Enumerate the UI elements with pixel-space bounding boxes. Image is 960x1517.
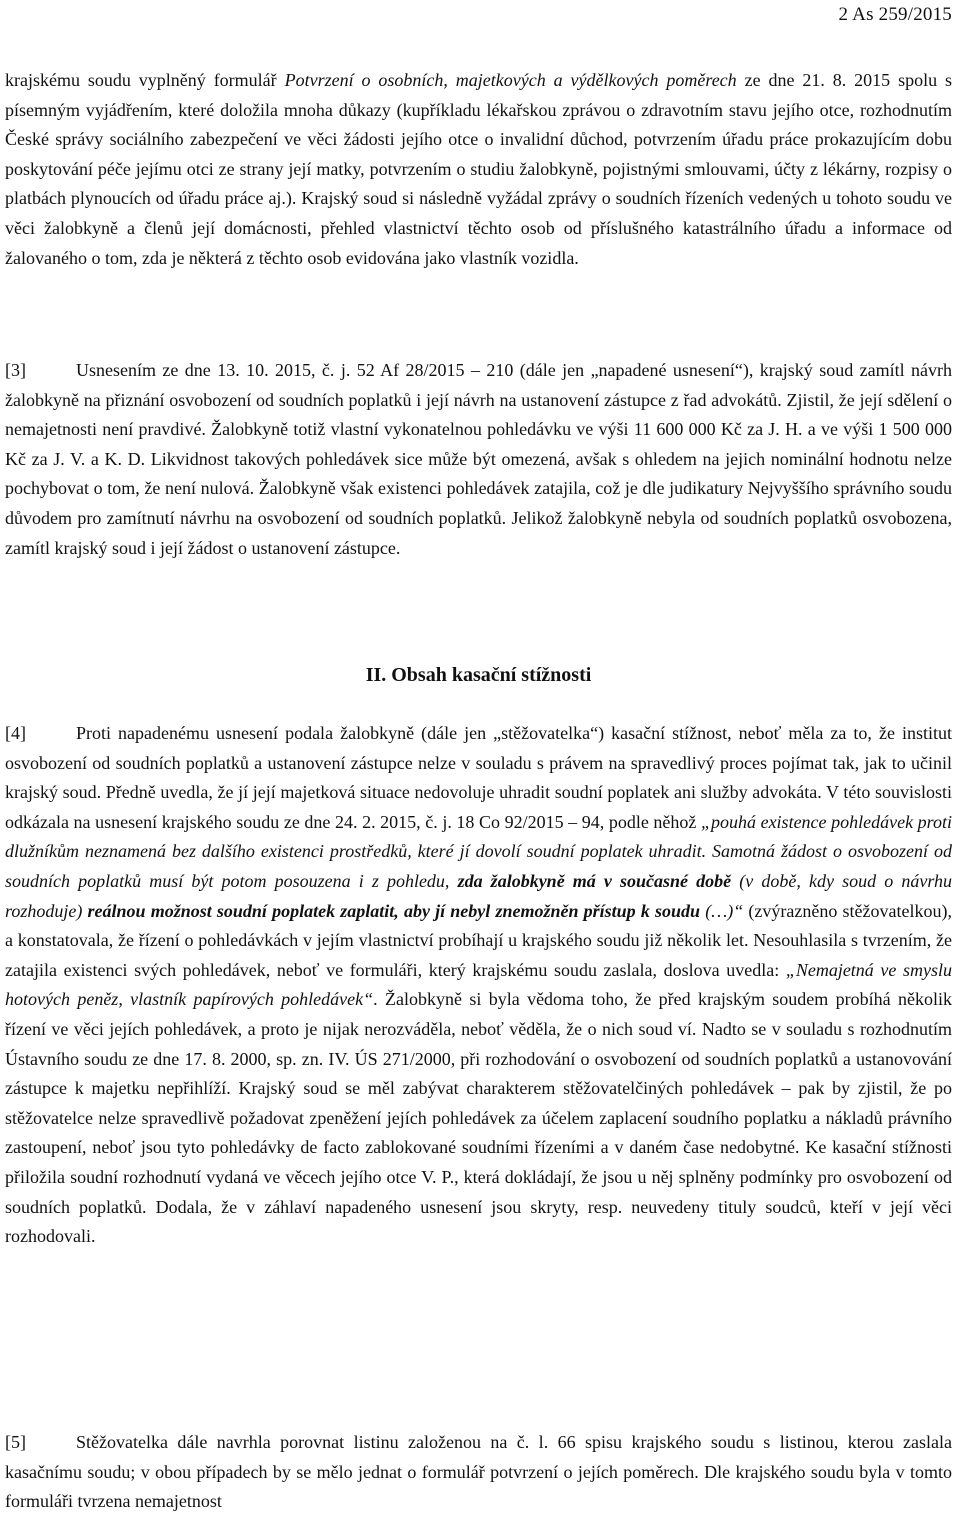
quote-italic: (…)“: [700, 900, 744, 921]
text-run: (zvýrazněno stěžovatelkou), a konstatovala, že řízení o pohledávkách v jejím vlastnictví probíhají u krajského soudu již několik let. Nesouhlasila s tvrzením, že zatajila existenci svých pohledávek, neboť ve formuláři, který krajskému soudu zaslala, doslova uvedla:: [5, 900, 953, 980]
text-run: krajskému soudu vyplněný formulář: [5, 70, 285, 90]
text-run: Proti napadenému usnesení podala žalobkyně (dále jen „stěžovatelka“) kasační stížnost, neboť měla za to, že institut osvobození od soudních poplatků a ustanovení zástupce nelze v souladu s právem na spravedlivý proces pojímat tak, jak to učinil krajský soud. Předně uvedla, že jí její majetková situace nedovoluje uhradit soudní poplatek ani služby advokáta. V této souvislosti odkázala na usnesení krajského soudu ze dne 24. 2. 2015, č. j. 18 Co 92/2015 – 94, podle něhož: [5, 723, 952, 832]
quote-italic: „pouhá existence pohledávek proti dlužníkům neznamená bez dalšího existenci prostředků, které jí dovolí soudní poplatek uhradit. Samotná žádost o osvobození od soudních poplatků musí být potom posouzena i z pohledu,: [5, 811, 953, 891]
paragraph-2-continued: [5, 66, 952, 273]
file-number-header: 2 As 259/2015: [838, 4, 952, 25]
text-run: . Žalobkyně si byla vědoma toho, že před krajským soudem probíhá několik řízení ve věci jejích pohledávek, a proto je nijak nerozváděla, neboť věděla, že o nich soud ví. Nadto se v souladu s rozhodnutím Ústavního soudu ze dne 17. 8. 2000, sp. zn. IV. ÚS 271/2000, při rozhodování o osvobození od soudních poplatků a ustanovování zástupce k majetku nepřihlíží. Krajský soud se měl zabývat charakterem stěžovatelčiných pohledávek – pak by zjistil, že po stěžovatelce nelze spravedlivě požadovat zpeněžení jejích pohledávek za účelem zaplacení soudního poplatku a nákladů právního zastoupení, neboť jsou tyto pohledávky de facto zablokované soudními řízeními a v daném čase nedobytné. Ke kasační stížnosti přiložila soudní rozhodnutí vydaná ve věcech jejího otce V. P., která dokládají, že jsou u něj splněny podmínky pro osvobození od soudních poplatků. Dodala, že v záhlaví napadeného usnesení jsou skryty, resp. neuvedeny tituly soudců, kteří v její věci rozhodovali.: [5, 989, 952, 1247]
quote-italic: „Nemajetná ve smyslu hotových peněz, vlastník papírových pohledávek“: [5, 959, 952, 1010]
text-run: ze dne 21. 8. 2015 spolu s písemným vyjádřením, které doložila mnoha důkazy (kupříkladu lékařskou zprávou o zdravotním stavu jejího otce, rozhodnutím České správy sociálního zabezpečení ve věci žádosti jejího otce o invalidní důchod, potvrzením úřadu práce prokazujícím dobu poskytování péče jejímu otci ze strany její matky, potvrzením o studiu žalobkyně, pojistnými smlouvami, účty z lékárny, rozpisy o platbách plynoucích od úřadu práce aj.). Krajský soud si následně vyžádal zprávy o soudních řízeních vedených u tohoto soudu ve věci žalobkyně a členů její domácnosti, přehled vlastnictví těchto osob od příslušného katastrálního úřadu a informace od žalovaného o tom, zda je některá z těchto osob evidována jako vlastník vozidla.: [5, 70, 952, 268]
section-heading: II. Obsah kasační stížnosti: [365, 664, 592, 686]
quote-bold-italic: zda žalobkyně má v současné době: [457, 870, 732, 891]
paragraph-4: [5, 719, 952, 1252]
quote-italic: (v době, kdy soud o návrhu rozhoduje): [5, 870, 952, 921]
paragraph-number: [4]: [5, 723, 26, 743]
text-run: Usnesením ze dne 13. 10. 2015, č. j. 52 Af 28/2015 – 210 (dále jen „napadené usnesení“), krajský soud zamítl návrh žalobkyně na přiznání osvobození od soudních poplatků i její návrh na ustanovení zástupce z řad advokátů. Zjistil, že její sdělení o nemajetnosti není pravdivé. Žalobkyně totiž vlastní vykonatelnou pohledávku ve výši 11 600 000 Kč za J. H. a ve výši 1 500 000 Kč za J. V. a K. D. Likvidnost takových pohledávek sice může být omezená, avšak s ohledem na jejich nominální hodnotu nelze pochybovat o tom, že není nulová. Žalobkyně však existenci pohledávek zatajila, což je dle judikatury Nejvyššího správního soudu důvodem pro zamítnutí návrhu na osvobození od soudních poplatků. Jelikož žalobkyně nebyla od soudních poplatků osvobozena, zamítl krajský soud i její žádost o ustanovení zástupce.: [5, 360, 952, 558]
paragraph-5: [5, 1428, 952, 1517]
paragraph-number: [3]: [5, 360, 26, 380]
paragraph-3: [5, 356, 952, 563]
quote-bold-italic: reálnou možnost soudní poplatek zaplatit, aby jí nebyl znemožněn přístup k soudu: [87, 900, 701, 921]
form-title-italic: Potvrzení o osobních, majetkových a výdělkových poměrech: [284, 70, 737, 90]
paragraph-number: [5]: [5, 1432, 26, 1452]
text-run: Stěžovatelka dále navrhla porovnat listinu založenou na č. l. 66 spisu krajského soudu s listinou, kterou zaslala kasačnímu soudu; v obou případech by se mělo jednat o formulář potvrzení o jejích poměrech. Dle krajského soudu byla v tomto formuláři tvrzena nemajetnost: [5, 1432, 952, 1512]
